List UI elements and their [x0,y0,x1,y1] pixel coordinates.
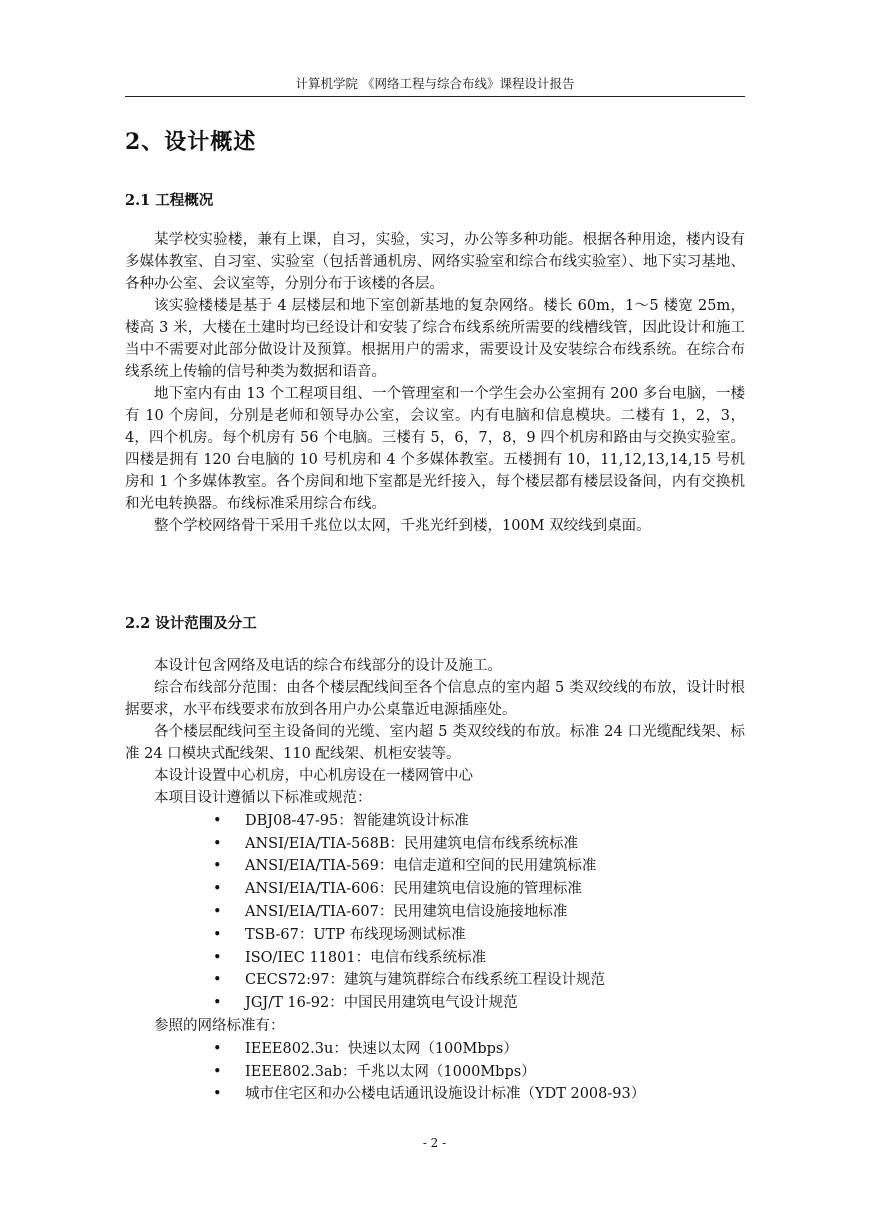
heading-2-2: 2.2 设计范围及分工 [125,615,257,632]
list-item-text: TSB-67：UTP 布线现场测试标准 [245,926,466,943]
list-item-text: ANSI/EIA/TIA-569：电信走道和空间的民用建筑标准 [245,858,597,875]
center-room-text: 本设计设置中心机房，中心机房设在一楼网管中心 [154,768,473,784]
bullet-icon: • [213,1086,222,1103]
list-item [125,1038,745,1061]
list-item-text: CECS72:97：建筑与建筑群综合布线系统工程设计规范 [245,972,605,989]
list-item [125,1083,745,1106]
network-standards-title: 参照的网络标准有： [154,1017,285,1034]
running-header: 计算机学院 《网络工程与综合布线》课程设计报告 [295,76,575,91]
paragraph: 某学校实验楼，兼有上课，自习，实验，实习，办公等多种功能。根据各种用途，楼内设有多媒体教室、自习室、实验室（包括普通机房、网络实验室和综合布线实验室）、地下实习基地、各种办公室、会议室等，分别分布于该楼的各层。 [125,232,745,292]
bullet-icon: • [213,812,222,829]
list-item [125,992,745,1015]
paragraph: 地下室内有由 13 个工程项目组、一个管理室和一个学生会办公室拥有 200 多台电脑，一楼有 10 个房间，分别是老师和领导办公室，会议室。内有电脑和信息模块。二楼有 1，2，3，4，四个机房。每个机房有 56 个电脑。三楼有 5，6，7，8，9 四个机房和路由与交换实验室。四楼是拥有 120 台电脑的 10 号机房和 4 个多媒体教室。五楼拥有 10，11,12,13,14,15 号机房和 1 个多媒体教室。各个房间和地下室都是光纤接入，每个楼层都有楼层设备间，内有交换机和光电转换器。布线标准采用综合布线。 [125,386,745,512]
list-item-text: ANSI/EIA/TIA-607：民用建筑电信设施接地标准 [245,903,568,920]
paragraph: 本设计包含网络及电话的综合布线部分的设计及施工。 [154,658,502,674]
paragraph: 综合布线部分范围：由各个楼层配线间至各个信息点的室内超 5 类双绞线的布放，设计时根据要求，水平布线要求布放到各用户办公桌靠近电源插座处。 [125,680,745,718]
paragraph: 该实验楼楼是基于 4 层楼层和地下室创新基地的复杂网络。楼长 60m，1～5 楼宽 25m，楼高 3 米，大楼在土建时均已经设计和安装了综合布线系统所需要的线槽线管，因此设计和施工当中不需要对此部分做设计及预算。根据用户的需求，需要设计及安装综合布线系统。在综合布线系统上传输的信号种类为数据和语音。 [125,298,745,380]
list-item [125,1061,745,1084]
bullet-icon: • [213,972,222,989]
standards-list [125,810,745,1015]
list-item [125,855,745,878]
bullet-icon: • [213,1040,222,1057]
section-2-2-body [125,655,745,1106]
list-item [125,833,745,856]
section-title: 2、设计概述 [125,129,257,155]
list-item-text: DBJ08-47-95：智能建筑设计标准 [245,812,469,829]
list-item [125,810,745,833]
list-item-text: IEEE802.3u：快速以太网（100Mbps） [245,1040,518,1057]
list-item-text: IEEE802.3ab：千兆以太网（1000Mbps） [245,1063,536,1080]
bullet-icon: • [213,881,222,898]
bullet-icon: • [213,835,222,852]
paragraph: 整个学校网络骨干采用千兆位以太网，千兆光纤到楼，100M 双绞线到桌面。 [154,518,651,534]
bullet-icon: • [213,926,222,943]
page-number: - 2 - [422,1136,447,1150]
section-2-1-body [125,229,745,537]
list-item-text: ANSI/EIA/TIA-606：民用建筑电信设施的管理标准 [245,881,582,898]
heading-2-1: 2.1 工程概况 [125,192,214,209]
bullet-icon: • [213,949,222,966]
bullet-icon: • [213,1063,222,1080]
list-item-text: 城市住宅区和办公楼电话通讯设施设计标准（YDT 2008-93） [245,1086,646,1103]
list-item [125,878,745,901]
list-item-text: ISO/IEC 11801：电信布线系统标准 [245,949,487,966]
header-rule [125,96,745,97]
list-item [125,901,745,924]
network-standards-list [125,1038,745,1106]
paragraph: 各个楼层配线问至主设备间的光缆、室内超 5 类双绞线的布放。标准 24 口光缆配线架、标准 24 口模块式配线架、110 配线架、机柜安装等。 [125,724,745,762]
bullet-icon: • [213,903,222,920]
list-item [125,947,745,970]
list-item [125,924,745,947]
bullet-icon: • [213,995,222,1012]
list-item-text: JGJ/T 16-92：中国民用建筑电气设计规范 [245,995,518,1012]
list-item-text: ANSI/EIA/TIA-568B：民用建筑电信布线系统标准 [245,835,578,852]
bullet-icon: • [213,858,222,875]
standards-title: 本项目设计遵循以下标准或规范： [154,790,372,806]
list-item [125,969,745,992]
